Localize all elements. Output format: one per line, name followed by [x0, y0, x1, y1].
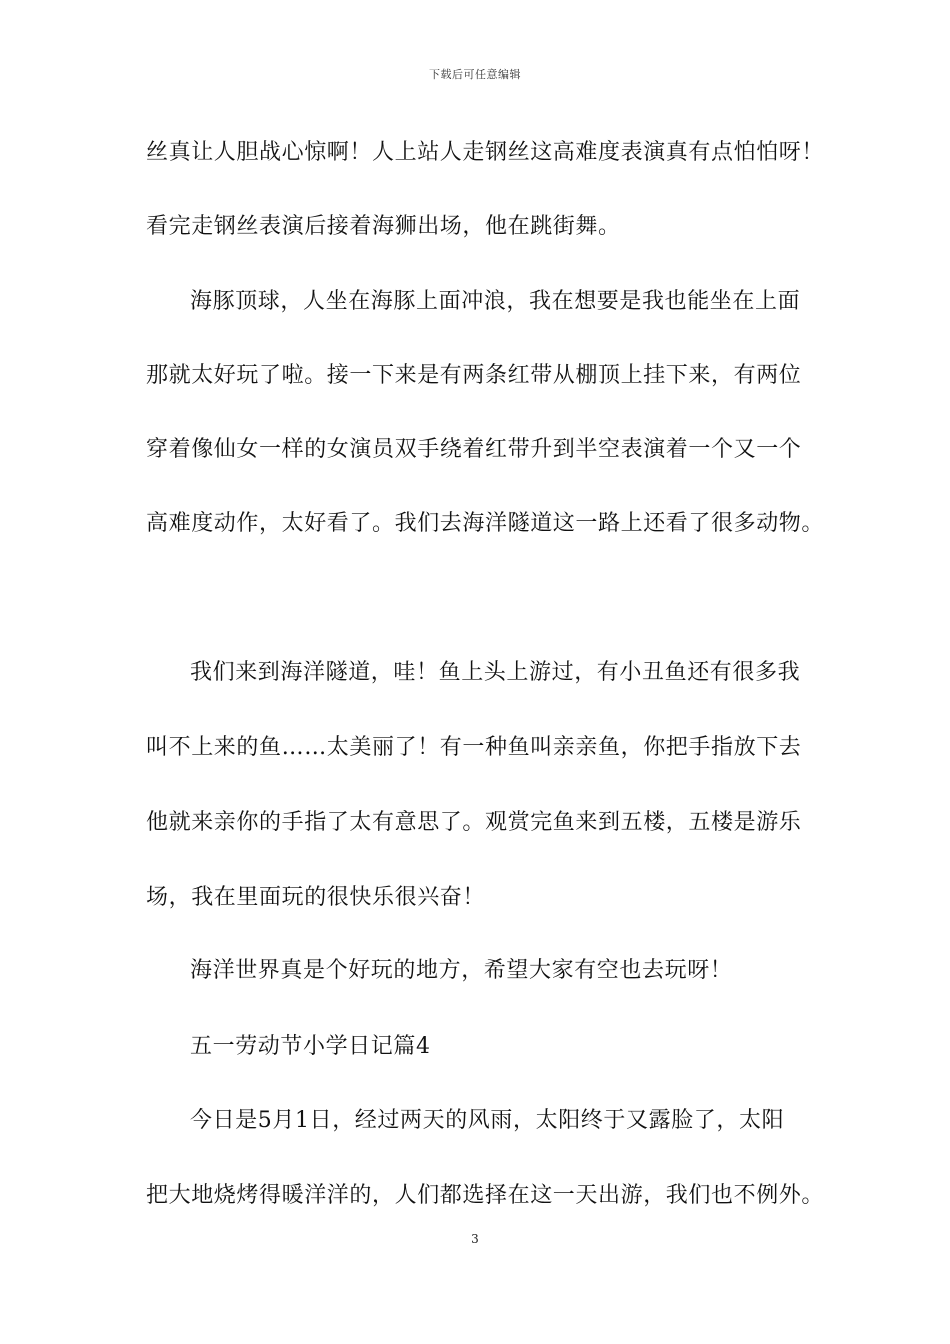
text-line: 高难度动作，太好看了。我们去海洋隧道这一路上还看了很多动物。	[146, 511, 825, 536]
page-number: 3	[471, 1232, 479, 1246]
paragraph-start-line: 我们来到海洋隧道，哇！鱼上头上游过，有小丑鱼还有很多我	[190, 660, 801, 685]
header-note: 下载后可任意编辑	[429, 68, 521, 81]
text-line: 把大地烧烤得暖洋洋的，人们都选择在这一天出游，我们也不例外。	[146, 1183, 825, 1208]
paragraph-start-line: 今日是5月1日，经过两天的风雨，太阳终于又露脸了，太阳	[190, 1108, 785, 1133]
text-line: 丝真让人胆战心惊啊！人上站人走钢丝这高难度表演真有点怕怕呀！	[146, 140, 825, 165]
paragraph-start-line: 海豚顶球，人坐在海豚上面冲浪，我在想要是我也能坐在上面	[190, 289, 801, 314]
text-line: 穿着像仙女一样的女演员双手绕着红带升到半空表演着一个又一个	[146, 437, 802, 462]
text-line: 场，我在里面玩的很快乐很兴奋！	[146, 885, 486, 910]
paragraph-start-line: 海洋世界真是个好玩的地方，希望大家有空也去玩呀！	[190, 958, 733, 983]
text-line: 叫不上来的鱼……太美丽了！有一种鱼叫亲亲鱼，你把手指放下去	[146, 735, 802, 760]
section-title: 五一劳动节小学日记篇4	[190, 1034, 431, 1059]
text-line: 那就太好玩了啦。接一下来是有两条红带从棚顶上挂下来，有两位	[146, 363, 802, 388]
text-line: 看完走钢丝表演后接着海狮出场，他在跳街舞。	[146, 214, 621, 239]
text-line: 他就来亲你的手指了太有意思了。观赏完鱼来到五楼，五楼是游乐	[146, 810, 802, 835]
